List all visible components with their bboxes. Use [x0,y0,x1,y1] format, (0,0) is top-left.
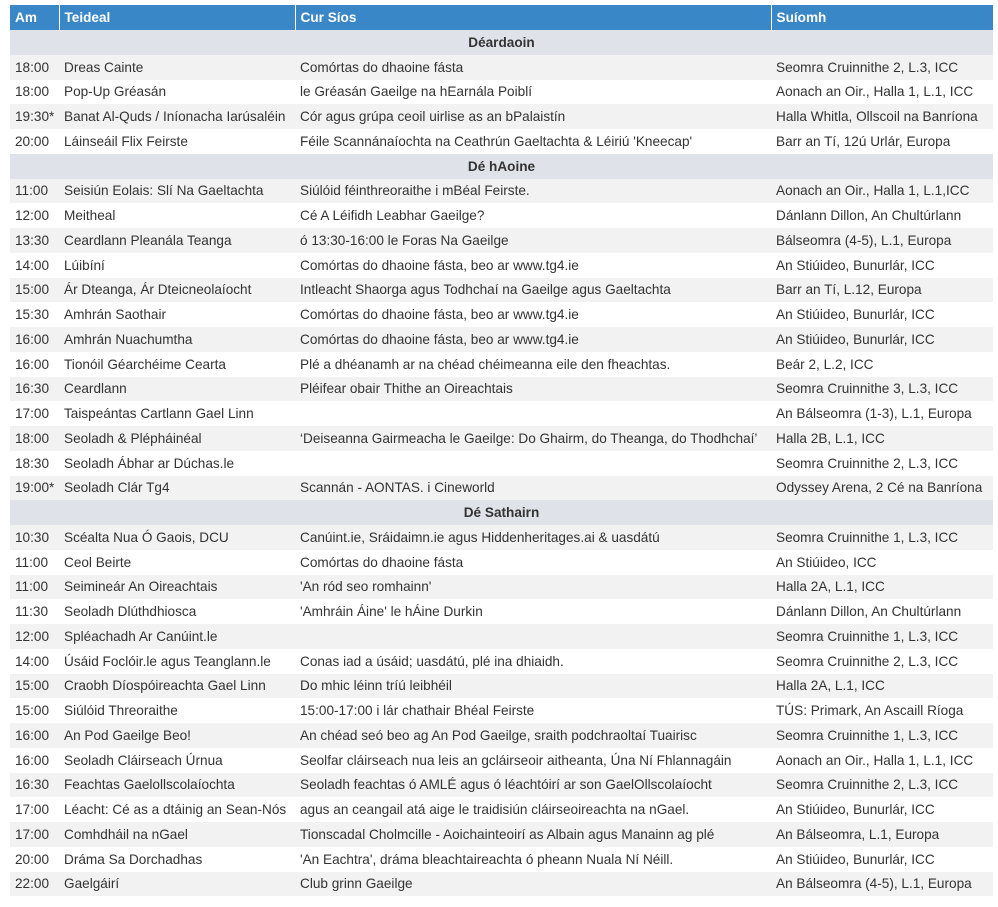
event-title: Siúlóid Threoraithe [59,698,295,723]
event-description: Plé a dhéanamh ar na chéad chéimeanna eile den fheachtas. [295,352,771,377]
event-location: Aonach an Oir., Halla 1, L.1, ICC [771,80,993,105]
event-time: 13:30 [10,228,59,253]
table-row [10,822,993,847]
table-row [10,228,993,253]
table-row [10,698,993,723]
table-header-row [10,5,993,30]
event-time: 20:00 [10,129,59,154]
event-time: 18:30 [10,451,59,476]
event-location: Dánlann Dillon, An Chultúrlann [771,203,993,228]
day-header-row [10,30,993,55]
schedule-body [10,30,993,896]
event-title: Amhrán Nuachumtha [59,327,295,352]
event-title: Seimineár An Oireachtais [59,575,295,600]
event-time: 18:00 [10,55,59,80]
event-title: Seoladh Dlúthdhiosca [59,599,295,624]
event-description: Do mhic léinn tríú leibhéil [295,674,771,699]
event-time: 17:00 [10,401,59,426]
schedule-table [10,5,993,896]
event-title: Taispeántas Cartlann Gael Linn [59,401,295,426]
event-description: Comórtas do dhaoine fásta [295,55,771,80]
event-title: Comhdháil na nGael [59,822,295,847]
event-title: Seisiún Eolais: Slí Na Gaeltachta [59,179,295,204]
event-title: Dráma Sa Dorchadhas [59,847,295,872]
event-location: Seomra Cruinnithe 3, L.3, ICC [771,377,993,402]
day-name: Dé Sathairn [10,500,993,525]
event-description: 'An ród seo romhainn' [295,575,771,600]
event-time: 11:00 [10,575,59,600]
table-row [10,723,993,748]
event-description: Tionscadal Cholmcille - Aoichainteoirí as Albain agus Manainn ag plé [295,822,771,847]
event-description: 'Amhráin Áine' le hÁine Durkin [295,599,771,624]
event-title: Craobh Díospóireachta Gael Linn [59,674,295,699]
event-title: Tionóil Géarchéime Cearta [59,352,295,377]
event-time: 11:00 [10,550,59,575]
event-location: An Stiúideo, Bunurlár, ICC [771,327,993,352]
event-title: Ár Dteanga, Ár Dteicneolaíocht [59,278,295,303]
event-location: An Bálseomra, L.1, Europa [771,822,993,847]
event-title: Spléachadh Ar Canúint.le [59,624,295,649]
event-description: ó 13:30-16:00 le Foras Na Gaeilge [295,228,771,253]
event-time: 14:00 [10,253,59,278]
event-title: Ceardlann Pleanála Teanga [59,228,295,253]
event-location: Seomra Cruinnithe 2, L.3, ICC [771,451,993,476]
event-time: 19:00* [10,476,59,501]
event-title: Feachtas Gaelollscolaíochta [59,773,295,798]
event-title: Úsáid Foclóir.le agus Teanglann.le [59,649,295,674]
event-title: Seoladh & Plépháinéal [59,426,295,451]
event-description: Siúlóid féinthreoraithe i mBéal Feirste. [295,179,771,204]
event-location: Aonach an Oir., Halla 1, L.1, ICC [771,748,993,773]
table-row [10,451,993,476]
header-suiomh: Suíomh [771,5,993,30]
day-header-row [10,500,993,525]
event-description: agus an ceangail atá aige le traidisiún cláirseoireachta na nGael. [295,797,771,822]
table-row [10,649,993,674]
event-title: Ceardlann [59,377,295,402]
event-location: Halla 2A, L.1, ICC [771,575,993,600]
table-row [10,748,993,773]
event-description: Cé A Léifidh Leabhar Gaeilge? [295,203,771,228]
event-location: An Stiúideo, Bunurlár, ICC [771,253,993,278]
event-description: le Gréasán Gaeilge na hEarnála Poiblí [295,80,771,105]
table-row [10,476,993,501]
table-row [10,872,993,897]
event-time: 16:00 [10,327,59,352]
event-title: Banat Al-Quds / Iníonacha Iarúsaléin [59,104,295,129]
event-title: Pop-Up Gréasán [59,80,295,105]
event-location: Halla 2A, L.1, ICC [771,674,993,699]
table-row [10,599,993,624]
event-description: Seolfar cláirseach nua leis an gcláirseoir aitheanta, Úna Ní Fhlannagáin [295,748,771,773]
event-description: ‘Deiseanna Gairmeacha le Gaeilge: Do Ghairm, do Theanga, do Thodhchaí’ [295,426,771,451]
event-time: 12:00 [10,624,59,649]
event-location: Barr an Tí, 12ú Urlár, Europa [771,129,993,154]
header-am: Am [10,5,59,30]
event-description [295,624,771,649]
event-description: Canúint.ie, Sráidaimn.ie agus Hiddenheritages.ai & uasdátú [295,525,771,550]
table-row [10,401,993,426]
event-title: Gaelgáirí [59,872,295,897]
event-title: Seoladh Ábhar ar Dúchas.le [59,451,295,476]
event-title: Scéalta Nua Ó Gaois, DCU [59,525,295,550]
table-row [10,377,993,402]
table-row [10,624,993,649]
event-description: Féile Scannánaíochta na Ceathrún Gaeltachta & Léiriú 'Kneecap' [295,129,771,154]
day-name: Déardaoin [10,30,993,55]
event-time: 16:00 [10,748,59,773]
event-location: Dánlann Dillon, An Chultúrlann [771,599,993,624]
table-row [10,797,993,822]
event-time: 17:00 [10,797,59,822]
event-time: 12:00 [10,203,59,228]
event-location: Seomra Cruinnithe 2, L.3, ICC [771,773,993,798]
event-location: Seomra Cruinnithe 1, L.3, ICC [771,525,993,550]
event-time: 20:00 [10,847,59,872]
event-title: An Pod Gaeilge Beo! [59,723,295,748]
event-location: Seomra Cruinnithe 2, L.3, ICC [771,649,993,674]
event-location: Halla 2B, L.1, ICC [771,426,993,451]
table-row [10,203,993,228]
event-description: Club grinn Gaeilge [295,872,771,897]
event-title: Léacht: Cé as a dtáinig an Sean-Nós [59,797,295,822]
event-location: Aonach an Oir., Halla 1, L.1,ICC [771,179,993,204]
table-row [10,773,993,798]
event-time: 17:00 [10,822,59,847]
event-description: 'An Eachtra', dráma bleachtaireachta ó pheann Nuala Ní Néill. [295,847,771,872]
event-location: An Stiúideo, ICC [771,550,993,575]
event-location: TÚS: Primark, An Ascaill Ríoga [771,698,993,723]
table-row [10,129,993,154]
table-row [10,55,993,80]
header-teideal: Teideal [59,5,295,30]
header-cur-sios: Cur Síos [295,5,771,30]
event-title: Amhrán Saothair [59,302,295,327]
event-time: 16:00 [10,352,59,377]
table-row [10,253,993,278]
event-description: Seoladh feachtas ó AMLÉ agus ó léachtóirí ar son GaelOllscolaíocht [295,773,771,798]
event-description: Intleacht Shaorga agus Todhchaí na Gaeilge agus Gaeltachta [295,278,771,303]
table-row [10,302,993,327]
day-header-row [10,154,993,179]
event-location: Odyssey Arena, 2 Cé na Banríona [771,476,993,501]
event-time: 16:30 [10,773,59,798]
event-location: Seomra Cruinnithe 2, L.3, ICC [771,55,993,80]
event-location: Seomra Cruinnithe 1, L.3, ICC [771,723,993,748]
event-time: 10:30 [10,525,59,550]
event-description: Comórtas do dhaoine fásta, beo ar www.tg4.ie [295,302,771,327]
event-description [295,451,771,476]
event-location: An Stiúideo, Bunurlár, ICC [771,847,993,872]
event-location: An Stiúideo, Bunurlár, ICC [771,302,993,327]
table-row [10,426,993,451]
event-time: 15:00 [10,674,59,699]
event-location: An Stiúideo, Bunurlár, ICC [771,797,993,822]
event-location: Halla Whitla, Ollscoil na Banríona [771,104,993,129]
event-description: An chéad seó beo ag An Pod Gaeilge, sraith podchraoltaí Tuairisc [295,723,771,748]
event-time: 19:30* [10,104,59,129]
event-time: 18:00 [10,80,59,105]
table-row [10,575,993,600]
event-time: 16:30 [10,377,59,402]
event-description: Comórtas do dhaoine fásta, beo ar www.tg4.ie [295,253,771,278]
day-name: Dé hAoine [10,154,993,179]
table-row [10,847,993,872]
table-row [10,327,993,352]
event-title: Seoladh Cláirseach Úrnua [59,748,295,773]
event-time: 11:30 [10,599,59,624]
table-row [10,179,993,204]
table-row [10,104,993,129]
table-row [10,80,993,105]
table-row [10,550,993,575]
event-title: Meitheal [59,203,295,228]
event-description: Conas iad a úsáid; uasdátú, plé ina dhiaidh. [295,649,771,674]
event-time: 15:00 [10,278,59,303]
event-title: Ceol Beirte [59,550,295,575]
event-time: 22:00 [10,872,59,897]
event-location: Beár 2, L.2, ICC [771,352,993,377]
event-description: 15:00-17:00 i lár chathair Bhéal Feirste [295,698,771,723]
event-description: Comórtas do dhaoine fásta [295,550,771,575]
event-description [295,401,771,426]
table-row [10,525,993,550]
event-title: Dreas Cainte [59,55,295,80]
table-row [10,352,993,377]
event-location: Barr an Tí, L.12, Europa [771,278,993,303]
event-time: 18:00 [10,426,59,451]
event-title: Seoladh Clár Tg4 [59,476,295,501]
event-time: 15:00 [10,698,59,723]
table-row [10,278,993,303]
event-location: Seomra Cruinnithe 1, L.3, ICC [771,624,993,649]
event-title: Lúibíní [59,253,295,278]
table-row [10,674,993,699]
event-location: Bálseomra (4-5), L.1, Europa [771,228,993,253]
event-location: An Bálseomra (4-5), L.1, Europa [771,872,993,897]
event-location: An Bálseomra (1-3), L.1, Europa [771,401,993,426]
event-description: Comórtas do dhaoine fásta, beo ar www.tg4.ie [295,327,771,352]
event-description: Pléifear obair Thithe an Oireachtais [295,377,771,402]
event-time: 15:30 [10,302,59,327]
event-time: 14:00 [10,649,59,674]
event-title: Láinseáil Flix Feirste [59,129,295,154]
event-time: 16:00 [10,723,59,748]
event-description: Cór agus grúpa ceoil uirlise as an bPalaistín [295,104,771,129]
event-description: Scannán - AONTAS. i Cineworld [295,476,771,501]
event-time: 11:00 [10,179,59,204]
